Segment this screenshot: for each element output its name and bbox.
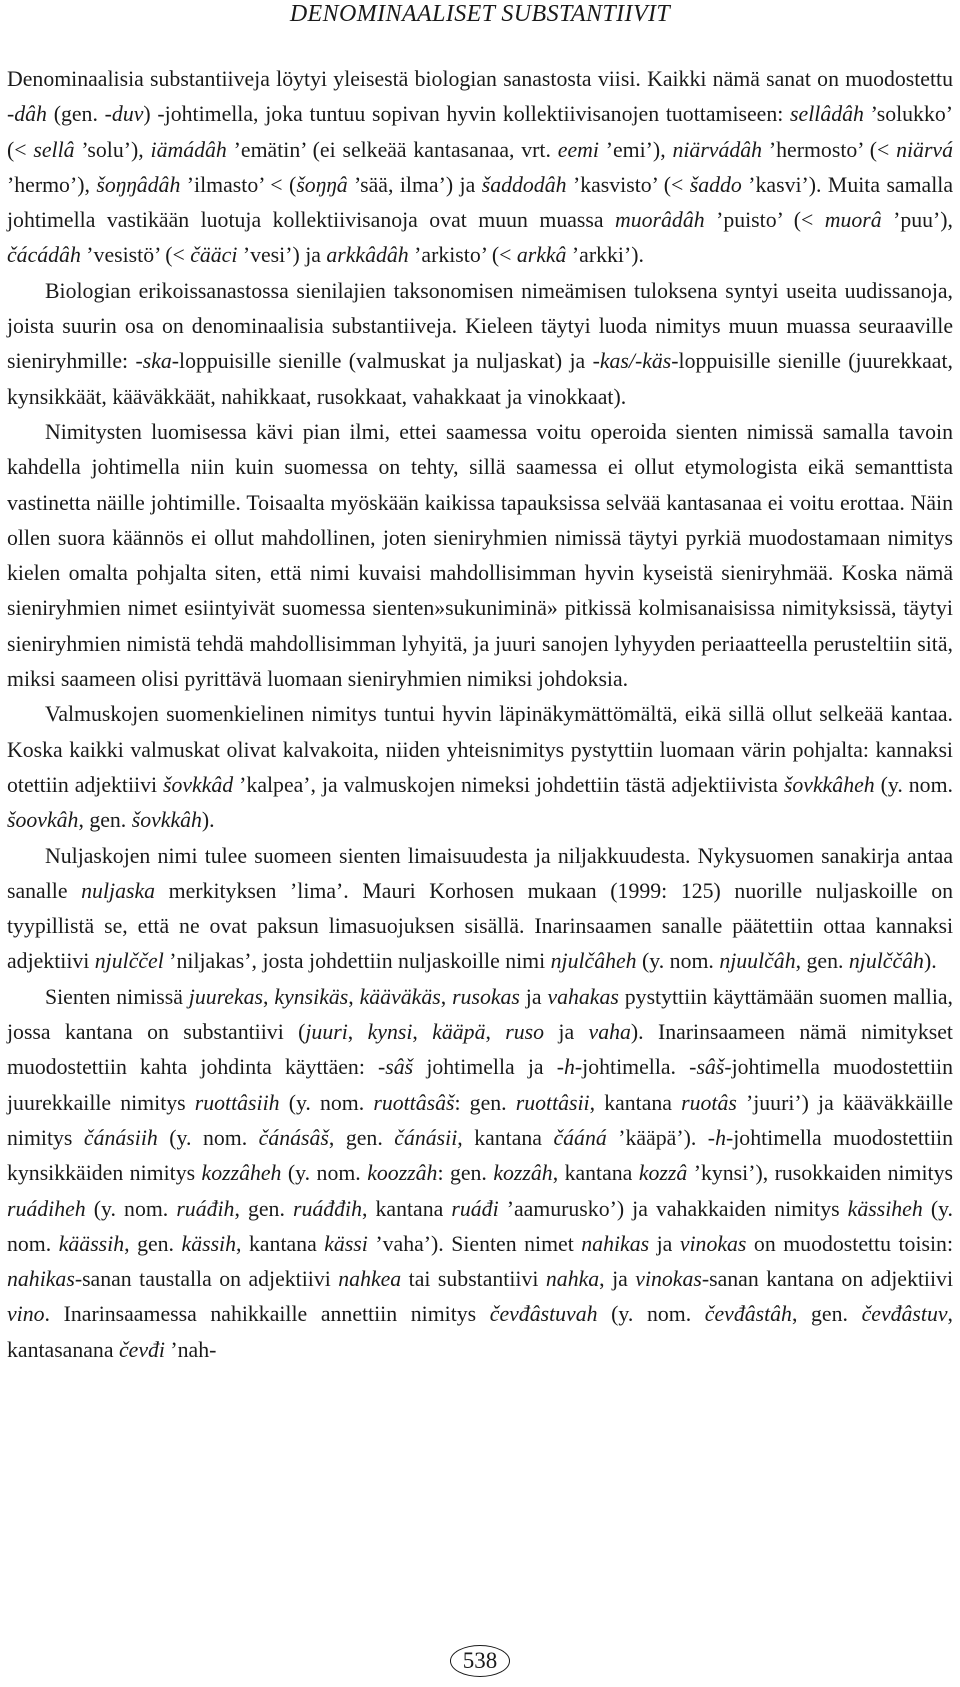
italic-term: čánásiih <box>83 1125 158 1150</box>
text-run: ’kynsi’), rusokkaiden nimitys <box>687 1161 953 1186</box>
text-run: ja <box>649 1231 680 1256</box>
italic-term: njuulčâh <box>719 949 796 974</box>
text-run: Nimitysten luomisessa kävi pian ilmi, ettei saamessa voitu operoida sienten nimissä samalla tavoin kahdella johtimella niin kuin suomessa on tehty, sillä saamessa ei ollut etymologista eikä semanttista vastinetta näille johtimille. Toisaalta myöskään kaikissa tapauksissa selvää kantasanaa ei voitu erottaa. Näin ollen suora käännös ei ollut mahdollinen, joten sieniryhmien nimissä täytyi pyrkiä muodostamaan nimitys kielen omalta pohjalta siten, että nimi kuvaisi mahdollisimman hyvin kyseistä sieniryhmää. Koska nämä sieniryhmien nimet esiintyivät suomessa sienten»sukuniminä» pitkissä kolmisanaisissa nimityksissä, täytyi sieniryhmien nimistä tehdä mahdollisimman lyhyitä, ja juuri sanojen lyhyyden periaatteella perusteltiin sitä, miksi saameen olisi pyrittävä luomaan sieniryhmien nimiksi johdoksia. <box>7 419 953 692</box>
text-run: ’nah- <box>164 1337 217 1362</box>
text-run: on muodostettu toisin: <box>746 1231 954 1256</box>
text-run: (gen. <box>46 102 105 127</box>
text-run: Nuljaskojen nimi tulee suomeen sienten limaisuudesta ja niljakkuudesta. Nykysuomen sanakirja antaa sanalle <box>7 843 953 903</box>
text-run: merkityksen ’lima’. Mauri Korhosen mukaan (1999: 125) nuorille nuljaskoille on tyypillistä se, että ne ovat paksun limasuojuksen sisällä. Inarinsaamen sanalle päätettiin ottaa kannaksi adjektiivi <box>7 878 953 974</box>
text-run: -johtimella. - <box>574 1055 697 1080</box>
text-run: ’hermosto’ (< <box>762 137 897 162</box>
italic-term: ruottâsiih <box>194 1090 280 1115</box>
text-run: ’kalpea’, ja valmuskojen nimeksi johdettiin tästä adjektiivista <box>233 772 784 797</box>
italic-term: eemi <box>557 137 599 162</box>
text-run: ’kasvisto’ (< <box>566 172 690 197</box>
paragraph <box>7 697 953 838</box>
italic-term: kas/-käs <box>599 349 672 374</box>
italic-term: juuri <box>305 1020 348 1045</box>
italic-term: šaddo <box>689 172 742 197</box>
italic-term: sâš <box>696 1055 725 1080</box>
text-run: ’vesi’) ja <box>237 243 327 268</box>
text-run: ’solu’), <box>74 137 151 162</box>
text-run: ’kasvi’). Muita samalla johtimella vastikään luotuja kollektiivisanoja ovat muun muassa <box>7 172 954 233</box>
text-run: , kantana <box>362 1196 452 1221</box>
paragraph <box>7 415 953 697</box>
text-run: , kantana <box>552 1161 639 1186</box>
text-run: -sanan kantana on adjektiivi <box>701 1267 954 1292</box>
italic-term: ruso <box>505 1020 545 1045</box>
text-run: -loppuisille sienille (valmuskat ja nuljaskat) ja - <box>171 349 600 374</box>
text-run: ’aamurusko’) ja vahakkaiden nimitys <box>498 1196 848 1221</box>
italic-term: sâš <box>385 1055 414 1080</box>
text-run: : gen. <box>437 1161 494 1186</box>
italic-term: -dâh <box>7 102 47 127</box>
italic-term: šoovkâh <box>7 808 79 833</box>
italic-term: muorâdâh <box>615 208 705 233</box>
italic-term: kozzâheh <box>201 1161 282 1186</box>
paragraph <box>7 274 953 415</box>
italic-term: čevđi <box>118 1337 165 1362</box>
italic-term: kääväkäs <box>359 984 441 1009</box>
italic-term: arkkâdâh <box>326 243 409 268</box>
italic-term: šovkkâheh <box>783 772 875 797</box>
italic-term: šovkkâd <box>163 772 234 797</box>
italic-term: čevđâstuv <box>861 1302 948 1327</box>
text-run: , kantana <box>236 1231 325 1256</box>
italic-term: nahikas <box>581 1231 650 1256</box>
text-run: , gen. <box>328 1125 395 1150</box>
italic-term: ruáđih <box>176 1196 235 1221</box>
italic-term: niärvá <box>896 137 954 162</box>
running-header: DENOMINAALISET SUBSTANTIIVIT <box>289 1 671 27</box>
italic-term: vinokas <box>679 1231 747 1256</box>
italic-term: h <box>564 1055 575 1080</box>
text-run: , <box>412 1020 433 1045</box>
text-run: , <box>485 1020 506 1045</box>
italic-term: ruottâsâš <box>373 1090 455 1115</box>
text-run: , <box>347 1020 368 1045</box>
italic-term: šovkkâh <box>131 808 202 833</box>
italic-term: nahkea <box>338 1267 402 1292</box>
italic-term: ruáđđih <box>292 1196 363 1221</box>
italic-term: juurekas <box>188 984 264 1009</box>
italic-term: sellâ <box>33 137 75 162</box>
text-run: ’emätin’ (ei selkeää kantasanaa, vrt. <box>226 137 558 162</box>
text-run: ) -johtimella, joka tuntuu sopivan hyvin kollektiivisanojen tuottamiseen: <box>143 102 791 127</box>
text-run: ’juuri’) ja kääväkkäille nimitys <box>7 1090 954 1150</box>
italic-term: ska <box>142 349 172 374</box>
italic-term: nuljaska <box>81 878 156 903</box>
text-run: Valmuskojen suomenkielinen nimitys tuntui hyvin läpinäkymättömältä, eikä sillä ollut selkeää kantaa. Koska kaikki valmuskat olivat kalvakoita, niiden yhteisnimitys pystyttiin luomaan värin pohjalta: kannaksi otettiin adjektiivi <box>7 702 953 797</box>
paragraph <box>7 980 953 1368</box>
text-run: ’niljakas’, josta johdettiin nuljaskoille nimi <box>163 949 551 974</box>
footer <box>0 1645 960 1677</box>
italic-term: rusokas <box>452 984 520 1009</box>
text-run: Sienten nimissä <box>45 984 189 1009</box>
text-run: . Inarinsaamessa nahikkaille annettiin nimitys <box>44 1302 490 1327</box>
italic-term: vinokas <box>635 1267 702 1292</box>
italic-term: njulčâheh <box>550 949 637 974</box>
text-run: , <box>348 984 360 1009</box>
italic-term: vaha <box>588 1020 631 1045</box>
text-run: , gen. <box>78 808 132 833</box>
text-run: ’kääpä’). - <box>606 1125 716 1150</box>
text-run: ’vaha’). Sienten nimet <box>367 1231 582 1256</box>
italic-term: arkkâ <box>516 243 567 268</box>
text-run: pystyttiin käyttämään suomen mallia, jossa kantana on substantiivi ( <box>7 984 954 1045</box>
italic-term: ruotâs <box>681 1090 737 1115</box>
text-run: ’arkki’). <box>566 243 644 268</box>
italic-term: iämádâh <box>150 137 227 162</box>
text-run: ). <box>201 808 215 833</box>
italic-term: šoŋŋâ <box>296 172 348 197</box>
italic-term: šaddodâh <box>481 172 567 197</box>
italic-term: kynsi <box>367 1020 413 1045</box>
italic-term: käässih <box>58 1231 125 1256</box>
italic-term: kässiheh <box>847 1196 923 1221</box>
italic-term: sellâdâh <box>790 102 864 127</box>
italic-term: kozzâ <box>638 1161 688 1186</box>
paragraph <box>7 839 953 980</box>
text-run: ’sää, ilma’) ja <box>347 172 482 197</box>
italic-term: muorâ <box>824 208 882 233</box>
text-run: -johtimella muodostettiin juurekkaille nimitys <box>7 1055 953 1115</box>
italic-term: kynsikäs <box>274 984 349 1009</box>
italic-term: kääpä <box>432 1020 486 1045</box>
text-run: ja <box>544 1020 589 1045</box>
text-run: , gen. <box>795 949 849 974</box>
italic-term: čááná <box>553 1125 607 1150</box>
text-run: , gen. <box>234 1196 293 1221</box>
italic-term: vino <box>7 1302 45 1327</box>
text-run: (y. nom. <box>281 1161 368 1186</box>
page-number: 538 <box>450 1645 511 1677</box>
text-run: , ja <box>599 1267 636 1292</box>
text-run: -johtimella muodostettiin kynsikkäiden nimitys <box>7 1125 954 1186</box>
italic-term: ruádiheh <box>7 1196 86 1221</box>
italic-term: nahikas <box>7 1267 75 1292</box>
text-run: (y. nom. <box>874 772 953 797</box>
italic-term: čääci <box>190 243 238 268</box>
italic-term: kässi <box>324 1231 368 1256</box>
text-run: ’puisto’ (< <box>704 208 825 233</box>
italic-term: njulččâh <box>848 949 924 974</box>
text-run: ’emi’), <box>598 137 673 162</box>
text-run: , <box>440 984 453 1009</box>
text-run: , <box>263 984 275 1009</box>
italic-term: koozzâh <box>367 1161 438 1186</box>
text-run: ). <box>923 949 937 974</box>
italic-term: niärvádâh <box>672 137 763 162</box>
text-run: , gen. <box>124 1231 182 1256</box>
text-run: ’vesistö’ (< <box>80 243 191 268</box>
text-run: (y. nom. <box>85 1196 177 1221</box>
text-run: , kantasanana <box>7 1302 953 1362</box>
text-run: ’arkisto’ (< <box>408 243 517 268</box>
text-run: ’puu’), <box>881 208 954 233</box>
text-run: (y. nom. <box>597 1302 705 1327</box>
text-run: -loppuisille sienille (juurekkaat, kynsikkäät, kääväkkäät, nahikkaat, rusokkaat, vahakkaat ja vinokkaat). <box>7 349 953 409</box>
italic-term: čánásii <box>394 1125 458 1150</box>
text-run: : gen. <box>454 1090 516 1115</box>
text-run: , kantana <box>457 1125 554 1150</box>
italic-term: vahakas <box>547 984 619 1009</box>
italic-term: nahka <box>545 1267 600 1292</box>
text-run: , kantana <box>589 1090 682 1115</box>
italic-term: šoŋŋâdâh <box>96 172 181 197</box>
italic-term: čácádâh <box>7 243 81 268</box>
italic-term: -duv <box>104 102 144 127</box>
italic-term: ruáđi <box>451 1196 499 1221</box>
text-run: -sanan taustalla on adjektiivi <box>74 1267 339 1292</box>
text-run: ). Inarinsaameen nämä nimitykset muodostettiin kahta johdinta käyttäen: - <box>7 1020 953 1080</box>
body-text <box>7 62 953 1368</box>
text-run: , gen. <box>791 1302 862 1327</box>
italic-term: ruottâsii <box>515 1090 590 1115</box>
paragraph <box>7 62 953 274</box>
text-run: (y. nom. <box>279 1090 374 1115</box>
text-run: ’solukko’ (< <box>7 102 954 162</box>
text-run: (y. nom. <box>636 949 720 974</box>
italic-term: njulččel <box>94 949 164 974</box>
text-run: johtimella ja - <box>413 1055 565 1080</box>
italic-term: kässih <box>181 1231 237 1256</box>
text-run: tai substantiivi <box>401 1267 546 1292</box>
italic-term: čevđâstâh <box>704 1302 792 1327</box>
italic-term: h <box>715 1125 726 1150</box>
text-run: Biologian erikoissanastossa sienilajien taksonomisen nimeämisen tuloksena syntyi useita uudissanoja, joista suurin osa on denominaalisia substantiiveja. Kieleen täytyi luoda nimitys muun muassa seuraaville sieniryhmille: - <box>7 278 953 374</box>
text-run: ja <box>519 984 548 1009</box>
italic-term: čevđâstuvah <box>489 1302 598 1327</box>
text-run: (y. nom. <box>157 1125 259 1150</box>
text-run: (y. nom. <box>7 1196 954 1256</box>
italic-term: čánásâš <box>258 1125 329 1150</box>
text-run: ’ilmasto’ < ( <box>180 172 297 197</box>
text-run: Denominaalisia substantiiveja löytyi yleisestä biologian sanastosta viisi. Kaikki nämä sanat on muodostettu <box>7 67 953 91</box>
text-run: ’hermo’), <box>7 172 97 197</box>
italic-term: kozzâh <box>493 1161 553 1186</box>
